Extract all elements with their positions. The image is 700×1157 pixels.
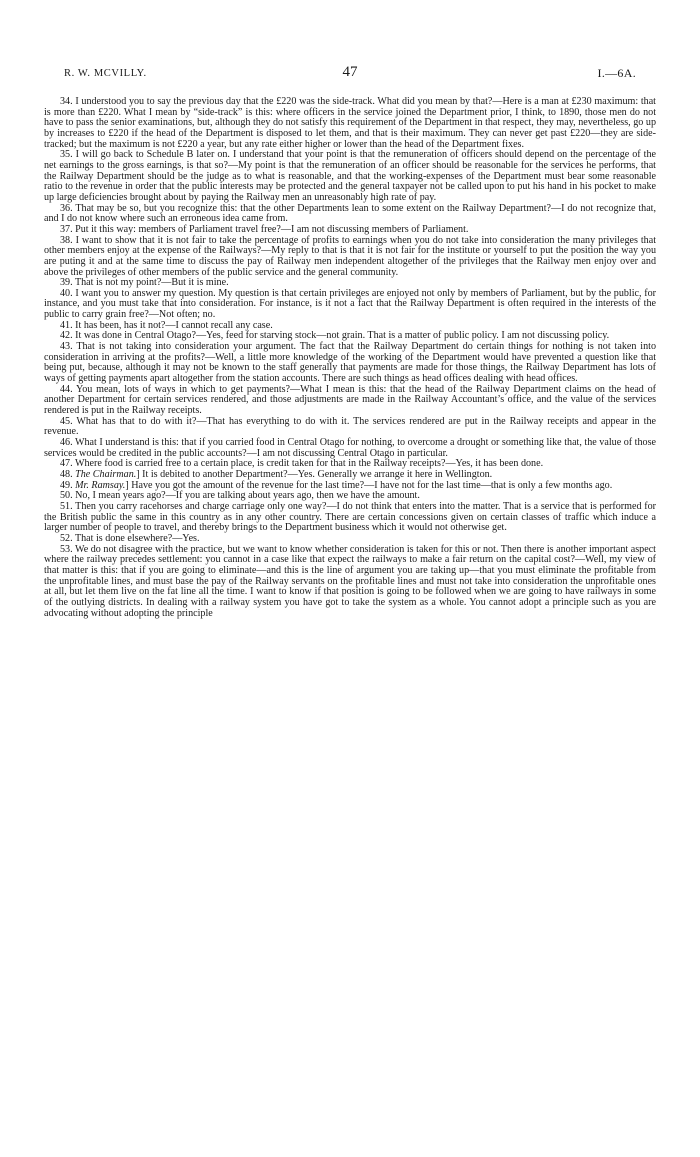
question-43: 43. That is not taking into consideration your argument. The fact that the Railway Department do certain things for nothing is not taken into consideration in arriving at the profits?—Well, a little more knowledge of the working of the Department would have prevented a question like that being put, because, although it may not be known to the staff generally that payments are made for those things, the Railway Department has lots of ways of getting payments apart altogether from the station accounts. There are such things as head offices dealing with head offices. <box>44 341 656 385</box>
question-35: 35. I will go back to Schedule B later on. I understand that your point is that the remuneration of officers should depend on the percentage of the net earnings to the gross earnings, is that so?—My point is that the remuneration of an officer should be reasonable for the services he performs, that the Railway Department should be the judge as to what is reasonable, and that the working-expenses of the Department must bear some reasonable ratio to the revenue in order that the public interests may be protected and the general taxpayer not be called upon to put his hand in his pocket to make up large deficiencies brought about by paying the Railway men an unreasonably high rate of pay. <box>44 149 656 203</box>
question-42: 42. It was done in Central Otago?—Yes, feed for starving stock—not grain. That is a matter of public policy. I am not discussing policy. <box>60 330 610 342</box>
question-51: 51. Then you carry racehorses and charge carriage only one way?—I do not think that enters into the matter. That is a service that is performed for the British public the same in this country as in any other country. There are certain concessions given on certain classes of traffic which induce a larger number of people to travel, and thereby brings to the Department business which it would not otherwise get. <box>44 500 656 534</box>
question-46: 46. What I understand is this: that if you carried food in Central Otago for nothing, to overcome a drought or something like that, the value of those services would be credited in the public accounts?—I am not discussing Central Otago in particular. <box>44 437 656 459</box>
speaker-name: Mr. Ramsay. <box>75 479 126 491</box>
question-52: 52. That is done elsewhere?—Yes. <box>60 532 200 544</box>
page-header <box>64 62 636 84</box>
transcript-body <box>44 97 656 619</box>
question-39: 39. That is not my point?—But it is mine. <box>60 277 229 289</box>
question-50: 50. No, I mean years ago?—If you are talking about years ago, then we have the amount. <box>60 490 420 502</box>
document-reference: I.—6A. <box>597 66 636 80</box>
witness-name: R. W. MCVILLY. <box>64 68 147 79</box>
question-45: 45. What has that to do with it?—That has everything to do with it. The services rendered are put in the Railway receipts and appear in the revenue. <box>44 415 656 438</box>
question-49: 49. Mr. Ramsay.] Have you got the amount of the revenue for the last time?—I have not for the last time—that is only a few months ago. <box>60 479 613 491</box>
question-34: 34. I understood you to say the previous day that the £220 was the side-track. What did you mean by that?—Here is a man at £230 maximum: that is more than £220. What I mean by “side-track” is this: where officers in the service joined the Department prior, I think, to 1890, those men do not have to pass the senior examinations, but, although they do not satisfy this requirement of the Department in that respect, they may, nevertheless, go up by increases to £220 if the head of the Department is disposed to let them, and that is their maximum. They can never get past £220—they are side-tracked; but the maximum is not £220 a year, but any rate either higher or lower than the head of the Department fixes. <box>44 96 656 150</box>
question-47: 47. Where food is carried free to a certain place, is credit taken for that in the Railway receipts?—Yes, it has been done. <box>60 458 544 470</box>
question-48: 48. The Chairman.] It is debited to another Department?—Yes. Generally we arrange it here in Wellington. <box>60 468 493 480</box>
question-38: 38. I want to show that it is not fair to take the percentage of profits to earnings when you do not take into consideration the many privileges that other members enjoy at the expense of the Railways?—My reply to that is that it is not fair for the institute or yourself to put the position the way you are puting it and at the same time to discuss the pay of Railway men independent altogether of the privileges that the Railway men enjoy over and above the privileges of other members of the public service and the general community. <box>44 234 656 278</box>
question-41: 41. It has been, has it not?—I cannot recall any case. <box>60 319 273 331</box>
speaker-name: The Chairman. <box>75 468 137 480</box>
question-44: 44. You mean, lots of ways in which to get payments?—What I mean is this: that the head of the Railway Department claims on the head of another Department for certain services rendered, and those adjustments are made in the Railway Accountant’s office, and the value of the services rendered is put in the Railway receipts. <box>44 383 656 417</box>
question-37: 37. Put it this way: members of Parliament travel free?—I am not discussing members of Parliament. <box>60 223 469 235</box>
question-53: 53. We do not disagree with the practice, but we want to know whether consideration is taken for this or not. Then there is another important aspect where the railway precedes settlement: you cannot in a case like that expect the railways to make a fair return on the capital cost?—Well, my view of that matter is this: that if you are going to eliminate—and this is the line of argument you are taking up—that you must eliminate the profitable from the unprofitable lines, and must base the pay of the Railway servants on the profitable lines and must not take into consideration the unprofitable ones at all, but let them live on the fat line all the time. I want to know if that position is going to be followed when we are going to have railways in some of the outlying districts. In dealing with a railway system you have got to take the system as a whole. You cannot adopt a principle such as you are advocating without adopting the principle <box>44 543 656 619</box>
question-36: 36. That may be so, but you recognize this: that the other Departments lean to some extent on the Railway Department?—I do not recognize that, and I do not know where such an erroneous idea came from. <box>44 202 656 225</box>
question-40: 40. I want you to answer my question. My question is that certain privileges are enjoyed not only by members of Parliament, but by the public, for instance, and you must take that into consideration. For instance, is it not a fact that the Railway Department is often required in the interests of the public to carry grain free?—Not often; no. <box>44 287 656 321</box>
page-number: 47 <box>342 64 358 80</box>
